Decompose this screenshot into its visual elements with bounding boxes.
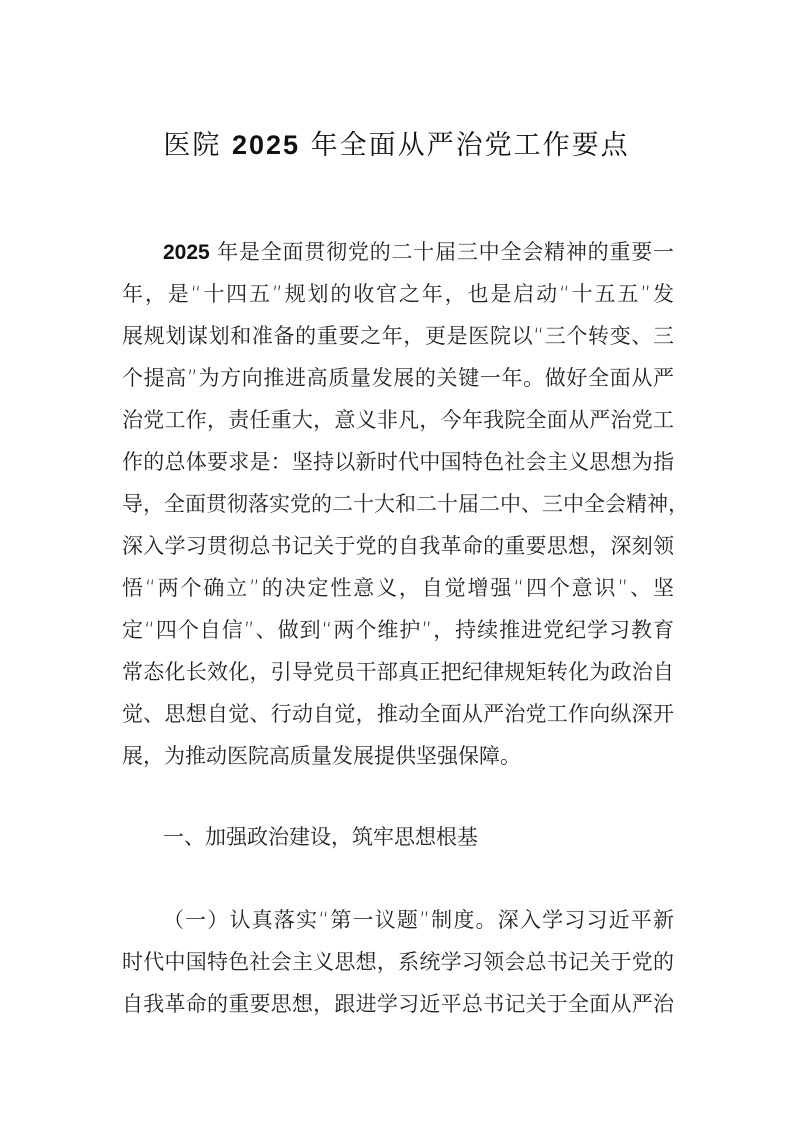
- line-text: 年是全面贯彻党的二十届三中全会精神的重要一: [209, 240, 674, 264]
- paragraph-line: 定“四个自信”、做到“两个维护”，持续推进党纪学习教育: [122, 618, 674, 642]
- paragraph-line: 治党工作，责任重大，意义非凡，今年我院全面从严治党工: [122, 408, 674, 432]
- paragraph-line: [163, 231, 674, 273]
- paragraph-line: 个提高”为方向推进高质量发展的关键一年。做好全面从严: [122, 366, 674, 390]
- paragraph-line: 觉、思想自觉、行动自觉，推动全面从严治党工作向纵深开: [122, 702, 674, 726]
- subsection-line: 自我革命的重要思想，跟进学习近平总书记关于全面从严治: [122, 992, 674, 1016]
- paragraph-line: 展规划谋划和准备的重要之年，更是医院以“三个转变、三: [122, 324, 674, 348]
- subsection-line: 时代中国特色社会主义思想，系统学习领会总书记关于党的: [122, 950, 674, 974]
- document-title: [0, 127, 793, 164]
- intro-year: 2025: [163, 241, 210, 264]
- paragraph-line: 悟“两个确立”的决定性意义，自觉增强“四个意识”、坚: [122, 576, 674, 600]
- title-year: 2025: [231, 130, 301, 160]
- paragraph-line: 深入学习贯彻总书记关于党的自我革命的重要思想，深刻领: [122, 534, 674, 558]
- title-prefix: 医院: [163, 130, 232, 161]
- paragraph-line: 展，为推动医院高质量发展提供坚强保障。: [122, 744, 521, 768]
- paragraph-line: 年，是“十四五”规划的收官之年，也是启动“十五五”发: [122, 282, 674, 306]
- subsection-line: （一）认真落实“第一议题”制度。深入学习习近平新: [163, 908, 674, 932]
- paragraph-line: 常态化长效化，引导党员干部真正把纪律规矩转化为政治自: [122, 660, 674, 684]
- paragraph-line: 作的总体要求是：坚持以新时代中国特色社会主义思想为指: [122, 450, 674, 474]
- title-suffix: 年全面从严治党工作要点: [300, 130, 630, 161]
- paragraph-line: 导，全面贯彻落实党的二十大和二十届二中、三中全会精神，: [122, 492, 689, 516]
- section-heading: 一、加强政治建设，筑牢思想根基: [163, 825, 478, 849]
